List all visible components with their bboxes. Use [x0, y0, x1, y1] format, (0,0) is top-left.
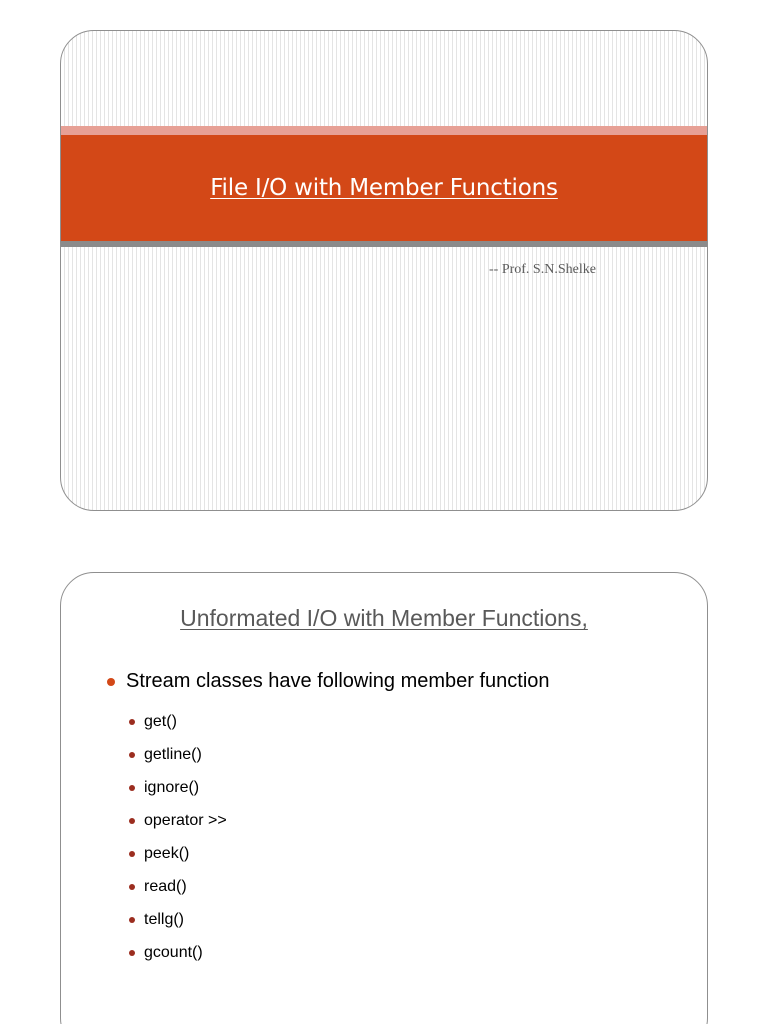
list-item-text: operator >>	[144, 811, 227, 829]
bullet-dot-icon	[129, 917, 135, 923]
slide-title: File I/O with Member Functions	[210, 175, 558, 201]
bullet-dot-icon	[129, 785, 135, 791]
list-item	[129, 870, 227, 903]
bullet-dot-icon	[129, 950, 135, 956]
content-slide	[60, 572, 708, 1024]
list-item	[129, 771, 227, 804]
bullet-dot-icon	[129, 719, 135, 725]
list-item	[129, 837, 227, 870]
title-band-top-stripe	[61, 126, 707, 135]
list-item	[129, 738, 227, 771]
list-item-text: gcount()	[144, 943, 203, 961]
bullet-dot-icon	[107, 678, 115, 686]
title-slide	[60, 30, 708, 511]
list-item	[129, 936, 227, 969]
bullet-dot-icon	[129, 818, 135, 824]
list-item-text: tellg()	[144, 910, 185, 928]
list-item-text: getline()	[144, 745, 202, 763]
list-item	[129, 804, 227, 837]
sub-bullet-list	[129, 705, 227, 969]
author-credit: -- Prof. S.N.Shelke	[489, 262, 596, 277]
bullet-dot-icon	[129, 752, 135, 758]
list-item-text: ignore()	[144, 778, 200, 796]
list-item-text: peek()	[144, 844, 190, 862]
main-bullet-text: Stream classes have following member function	[126, 670, 550, 692]
title-band	[61, 135, 707, 241]
bullet-dot-icon	[129, 884, 135, 890]
list-item-text: read()	[144, 877, 187, 895]
main-bullet	[107, 670, 550, 693]
content-slide-title: Unformated I/O with Member Functions,	[180, 605, 588, 631]
list-item-text: get()	[144, 712, 177, 730]
title-band-bottom-stripe	[61, 241, 707, 247]
list-item	[129, 903, 227, 936]
bullet-dot-icon	[129, 851, 135, 857]
list-item	[129, 705, 227, 738]
